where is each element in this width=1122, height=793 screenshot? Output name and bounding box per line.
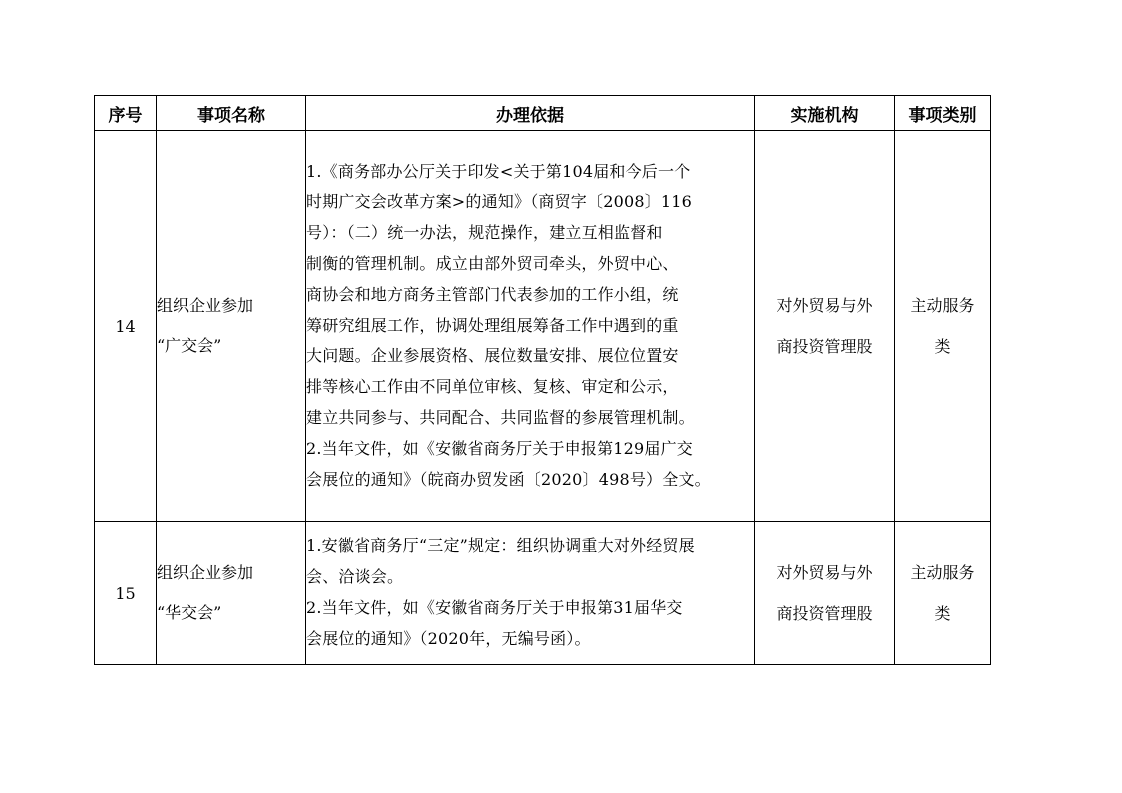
basis-line: 2.当年文件，如《安徽省商务厅关于申报第31届华交 bbox=[306, 598, 683, 617]
name-line: 组织企业参加 bbox=[157, 296, 254, 315]
header-row bbox=[95, 96, 991, 131]
category-line: 主动服务 bbox=[910, 563, 975, 582]
name-line: “广交会” bbox=[157, 336, 222, 355]
header-category: 事项类别 bbox=[895, 96, 991, 131]
table-row bbox=[95, 131, 991, 522]
basis-line: 2.当年文件，如《安徽省商务厅关于申报第129届广交 bbox=[306, 438, 694, 458]
name-line: “华交会” bbox=[157, 603, 222, 622]
matters-table bbox=[94, 95, 991, 665]
basis-line: 排等核心工作由不同单位审核、复核、审定和公示， bbox=[306, 377, 679, 397]
header-seq: 序号 bbox=[95, 96, 157, 131]
agency-line: 商投资管理股 bbox=[776, 604, 873, 623]
agency-line: 对外贸易与外 bbox=[776, 296, 873, 315]
row-seq: 15 bbox=[95, 522, 157, 665]
name-line: 组织企业参加 bbox=[157, 563, 254, 582]
table-row bbox=[95, 522, 991, 665]
basis-line: 大问题。企业参展资格、展位数量安排、展位位置安 bbox=[306, 346, 679, 366]
row-category bbox=[895, 131, 991, 522]
agency-line: 商投资管理股 bbox=[776, 337, 873, 356]
header-agency: 实施机构 bbox=[755, 96, 895, 131]
basis-line: 会展位的通知》（2020年，无编号函）。 bbox=[306, 628, 591, 648]
row-basis bbox=[306, 522, 755, 665]
row-category bbox=[895, 522, 991, 665]
agency-line: 对外贸易与外 bbox=[776, 563, 873, 582]
row-basis bbox=[306, 131, 755, 522]
basis-line: 号）：（二）统一办法，规范操作，建立互相监督和 bbox=[306, 223, 663, 243]
basis-line: 制衡的管理机制。成立由部外贸司牵头，外贸中心、 bbox=[306, 254, 679, 273]
row-name bbox=[157, 522, 306, 665]
row-seq: 14 bbox=[95, 131, 157, 522]
row-agency bbox=[755, 131, 895, 522]
category-line: 类 bbox=[934, 604, 951, 623]
header-name: 事项名称 bbox=[157, 96, 306, 131]
basis-line: 1.安徽省商务厅“三定”规定：组织协调重大对外经贸展 bbox=[306, 536, 695, 556]
basis-line: 建立共同参与、共同配合、共同监督的参展管理机制。 bbox=[306, 407, 695, 427]
row-agency bbox=[755, 522, 895, 665]
row-name bbox=[157, 131, 306, 522]
basis-line: 会展位的通知》（皖商办贸发函〔2020〕498号）全文。 bbox=[306, 469, 711, 489]
category-line: 主动服务 bbox=[910, 296, 975, 315]
basis-line: 筹研究组展工作，协调处理组展筹备工作中遇到的重 bbox=[306, 315, 679, 335]
category-line: 类 bbox=[934, 337, 951, 356]
basis-line: 会、洽谈会。 bbox=[306, 567, 404, 587]
header-basis: 办理依据 bbox=[306, 96, 755, 131]
basis-line: 1.《商务部办公厅关于印发<关于第104届和今后一个 bbox=[306, 161, 691, 181]
basis-line: 商协会和地方商务主管部门代表参加的工作小组，统 bbox=[306, 284, 679, 304]
basis-line: 时期广交会改革方案>的通知》（商贸字〔2008〕116 bbox=[306, 192, 693, 212]
